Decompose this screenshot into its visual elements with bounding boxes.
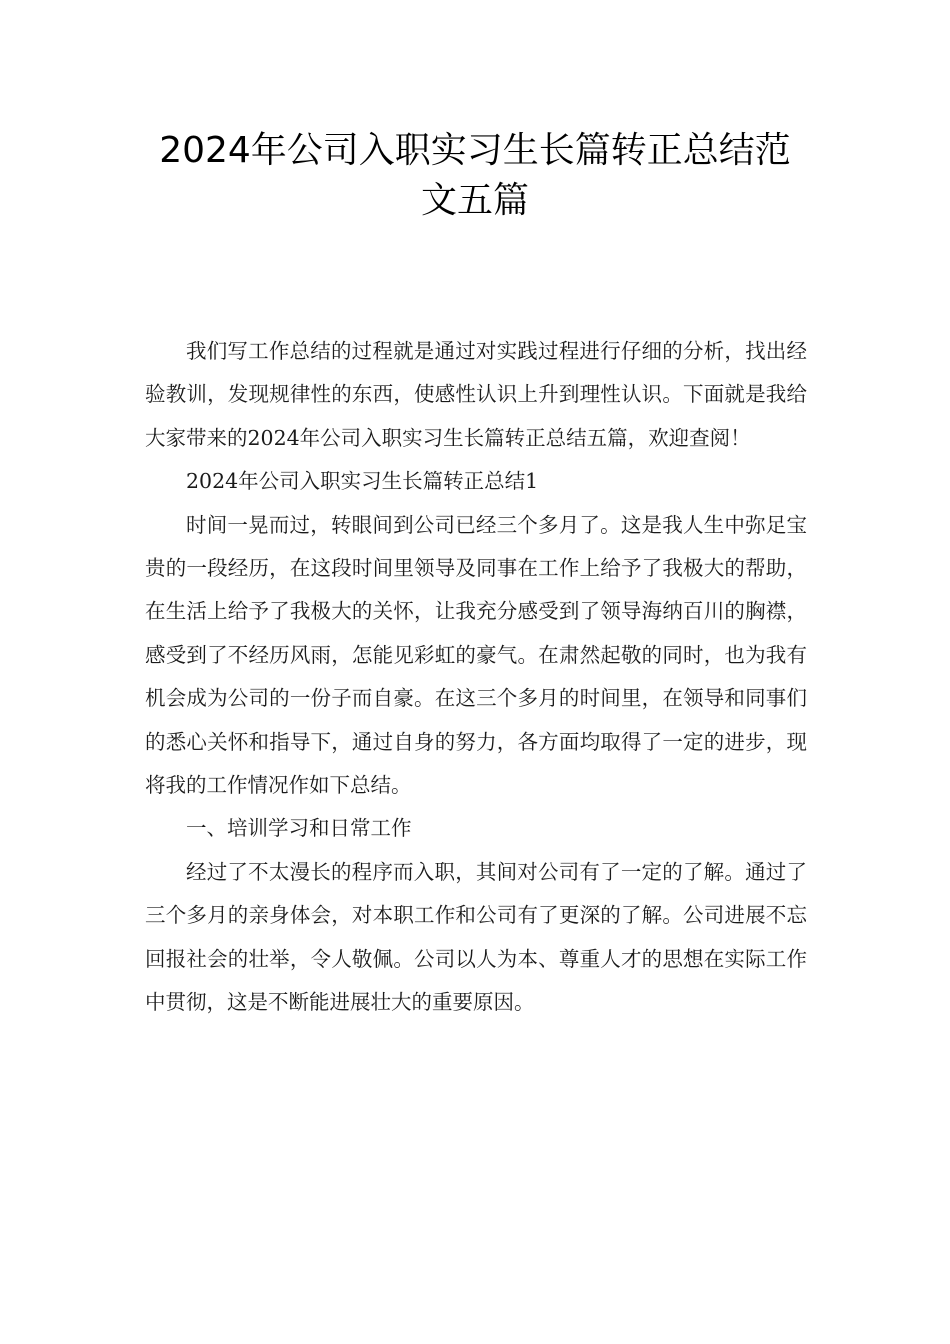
document-title-line-1: 2024年公司入职实习生长篇转正总结范 bbox=[159, 130, 791, 171]
document-body bbox=[145, 330, 807, 1025]
document-title-line-2: 文五篇 bbox=[420, 180, 529, 221]
document-title bbox=[120, 126, 830, 226]
section-heading-summary-1: 2024年公司入职实习生长篇转正总结1 bbox=[186, 469, 539, 494]
intro-paragraph: 我们写工作总结的过程就是通过对实践过程进行仔细的分析，找出经验教训，发现规律性的东西，使感性认识上升到理性认识。下面就是我给大家带来的2024年公司入职实习生长篇转正总结五篇，欢迎查阅！ bbox=[145, 339, 807, 450]
body-paragraph: 经过了不太漫长的程序而入职，其间对公司有了一定的了解。通过了三个多月的亲身体会，对本职工作和公司有了更深的了解。公司进展不忘回报社会的壮举，令人敬佩。公司以人为本、尊重人才的思想在实际工作中贯彻，这是不断能进展壮大的重要原因。 bbox=[145, 859, 807, 1015]
body-paragraph: 时间一晃而过，转眼间到公司已经三个多月了。这是我人生中弥足宝贵的一段经历，在这段时间里领导及同事在工作上给予了我极大的帮助，在生活上给予了我极大的关怀，让我充分感受到了领导海纳百川的胸襟，感受到了不经历风雨，怎能见彩虹的豪气。在肃然起敬的同时，也为我有机会成为公司的一份子而自豪。在这三个多月的时间里，在领导和同事们的悉心关怀和指导下，通过自身的努力，各方面均取得了一定的进步，现将我的工作情况作如下总结。 bbox=[145, 512, 807, 798]
section-heading-training: 一、培训学习和日常工作 bbox=[186, 816, 412, 841]
